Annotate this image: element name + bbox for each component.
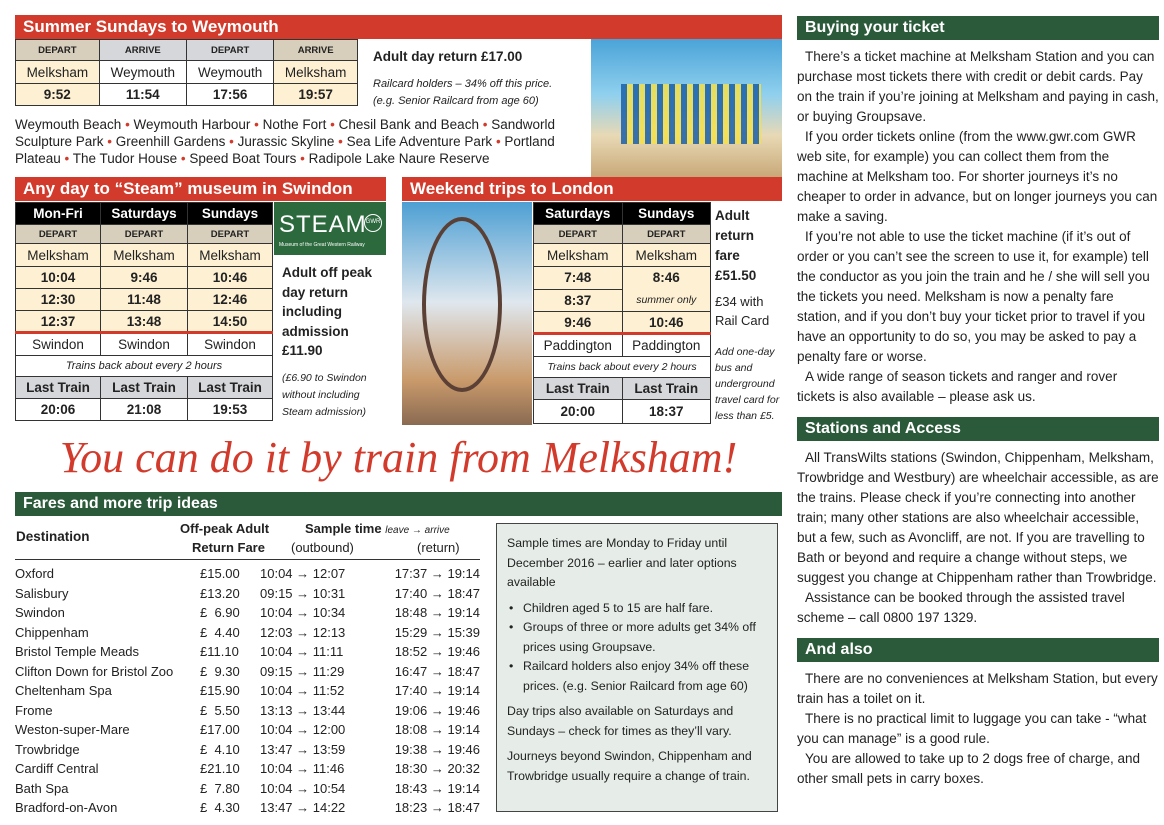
- bullet: • Groups of three or more adults get 34% off prices using Groupsave.: [507, 618, 767, 657]
- steam-logo: [274, 202, 386, 255]
- depart-label: DEPART: [534, 225, 623, 244]
- return-time: 19:38 → 19:46: [394, 741, 480, 757]
- time: 13:48: [101, 311, 188, 333]
- bullet-separator: •: [103, 134, 116, 149]
- depart-label: DEPART: [16, 225, 101, 244]
- time: 12:46: [187, 289, 272, 311]
- return-time: 15:29 → 15:39: [394, 624, 480, 640]
- time: 10:46: [187, 267, 272, 289]
- day-header: Sundays: [187, 203, 272, 225]
- last-train-label: Last Train: [16, 377, 101, 399]
- fares-header: Destination Off-peak Adult Return Fare Sample time leave → arrive (outbound) (return): [15, 518, 480, 560]
- buying-text: There’s a ticket machine at Melksham Station and you can purchase most tickets there with credit or debit cards. Pay on the train if you’re joining at Melksham and paying in cash, or buying Groupsave. If you order tickets online (from the www.gwr.com GWR web site, for example) you can collect them from the machine at Melksham too. For shorter journeys it’s no cheaper to order in advance, but on longer journeys you can make a saving. If you’re not able to use the ticket machine (if it’s out of order or you can’t see the screen to use it, for example) tell the conductor as you join the train and he / she will sell you the tickets you need. Melksham is now a penalty fare station, and if you don’t buy your ticket prior to travel if you have an opportunity to do so, you may be asked to pay a penalty fare or worse. A wide range of season tickets and ranger and rover tickets is also available – please ask us.: [797, 49, 1159, 404]
- col-header: ARRIVE: [274, 40, 358, 61]
- time: 8:37: [534, 289, 623, 312]
- last-train-time: 21:08: [101, 399, 188, 421]
- outbound-time: 09:15 → 11:29: [260, 663, 345, 679]
- outbound-time: 10:04 → 11:11: [260, 644, 344, 660]
- attraction: Jurassic Skyline: [237, 134, 335, 149]
- destination: Cardiff Central: [15, 761, 99, 777]
- time: 14:50: [187, 311, 272, 333]
- attraction: Portland Plateau: [15, 134, 555, 166]
- destination: Salisbury: [15, 585, 69, 601]
- gwr-badge: GWR: [364, 214, 382, 232]
- fare-row: [15, 759, 480, 779]
- fare: £13.20: [200, 585, 240, 601]
- attraction: The Tudor House: [72, 151, 178, 166]
- destination: Swindon: [16, 333, 101, 356]
- fare-row: [15, 642, 480, 662]
- fare-row: [15, 603, 480, 623]
- time: 11:48: [101, 289, 188, 311]
- outbound-time: 12:03 → 12:13: [260, 624, 346, 640]
- destination: Cheltenham Spa: [15, 683, 112, 699]
- fare: £17.00: [200, 722, 240, 738]
- last-train-time: 19:53: [187, 399, 272, 421]
- weymouth-railcard: [373, 76, 552, 110]
- bullet-separator: •: [326, 117, 339, 132]
- destination: Swindon: [187, 333, 272, 356]
- station: Melksham: [16, 61, 100, 84]
- destination: Swindon: [101, 333, 188, 356]
- outbound-time: 10:04 → 10:34: [260, 605, 346, 621]
- time: 19:57: [274, 84, 358, 106]
- outbound-time: 13:47 → 13:59: [260, 741, 346, 757]
- return-note: Trains back about every 2 hours: [534, 357, 711, 378]
- london-heading: Weekend trips to London: [402, 177, 782, 201]
- attraction: Sea Life Adventure Park: [346, 134, 493, 149]
- steam-heading: Any day to “Steam” museum in Swindon: [15, 177, 386, 201]
- london-railcard-fare: £34 with Rail Card: [715, 294, 770, 328]
- return-time: 19:06 → 19:46: [394, 702, 480, 718]
- destination: Clifton Down for Bristol Zoo: [15, 663, 174, 679]
- fare: £15.90: [200, 683, 240, 699]
- weymouth-heading: Summer Sundays to Weymouth: [15, 15, 782, 39]
- day-header: Mon-Fri: [16, 203, 101, 225]
- attraction: Weymouth Harbour: [133, 117, 251, 132]
- attraction: Speed Boat Tours: [189, 151, 297, 166]
- weymouth-timetable: [15, 39, 358, 106]
- bullet-separator: •: [177, 151, 190, 166]
- steam-note: (£6.90 to Swindon without including Steam admission): [282, 372, 367, 418]
- bullet: • Children aged 5 to 15 are half fare.: [507, 599, 767, 619]
- also-text: There are no conveniences at Melksham Station, but every train has a toilet on it. There is no practical limit to luggage you can take - “what you can manage” is a good rule. You are allowed to take up to 2 dogs free of charge, and other small pets in carry boxes.: [797, 671, 1158, 786]
- return-time: 18:08 → 19:14: [394, 722, 480, 738]
- buying-heading: Buying your ticket: [797, 16, 1159, 40]
- station: Melksham: [187, 244, 272, 267]
- col-header: DEPART: [186, 40, 273, 61]
- london-fare: Adult return fare £51.50: [715, 208, 757, 283]
- last-train-time: 20:00: [534, 400, 623, 424]
- steam-logo-subtitle: Museum of the Great Western Railway: [279, 242, 365, 248]
- deckchairs-photo: [591, 39, 782, 177]
- return-time: 17:40 → 19:14: [394, 683, 480, 699]
- bullet-separator: •: [121, 117, 134, 132]
- time: 9:46: [101, 267, 188, 289]
- steam-logo-text: STEAM: [279, 211, 367, 238]
- day-header: Saturdays: [101, 203, 188, 225]
- last-train-label: Last Train: [187, 377, 272, 399]
- day-header: Sundays: [622, 203, 711, 225]
- outbound-time: 10:04 → 11:46: [260, 761, 345, 777]
- outbound-time: 10:04 → 11:52: [260, 683, 345, 699]
- fares-table: [15, 564, 480, 818]
- stations-text: All TransWilts stations (Swindon, Chippenham, Melksham, Trowbridge and Westbury) are wheelchair accessible, as are the trains. Please check if you’re connecting into another train; many other stations are also wheelchair accessible, but a few, such as Avoncliff, are not. If you are travelling to Bath or beyond and require a change without steps, we suggest you change at Chippenham rather than Trowbridge. Assistance can be booked through the assisted travel scheme – call 0800 197 1329.: [797, 450, 1159, 625]
- outbound-time: 10:04 → 12:00: [260, 722, 346, 738]
- return-time: 17:37 → 19:14: [394, 566, 480, 582]
- return-time: 17:40 → 18:47: [394, 585, 480, 601]
- right-column: [797, 16, 1159, 799]
- destination: Weston-super-Mare: [15, 722, 130, 738]
- fare-row: [15, 740, 480, 760]
- london-note: Add one-day bus and underground travel card for less than £5.: [715, 346, 780, 422]
- return-note: Trains back about every 2 hours: [16, 356, 273, 377]
- station: Melksham: [534, 244, 623, 267]
- bullet-separator: •: [334, 134, 347, 149]
- fare-row: [15, 564, 480, 584]
- station: Melksham: [274, 61, 358, 84]
- fare: £21.10: [200, 761, 240, 777]
- col-header: DEPART: [16, 40, 100, 61]
- destination: Paddington: [534, 334, 623, 357]
- also-heading: And also: [797, 638, 1159, 662]
- destination: Bristol Temple Meads: [15, 644, 140, 660]
- time: 12:30: [16, 289, 101, 311]
- bullet: • Railcard holders also enjoy 34% off these prices. (e.g. Senior Railcard from age 60): [507, 657, 767, 696]
- railcard-text: Railcard holders – 34% off this price.: [373, 78, 553, 90]
- last-train-time: 20:06: [16, 399, 101, 421]
- fare-row: [15, 623, 480, 643]
- steam-fare: Adult off peak day return including admission £11.90: [282, 265, 372, 358]
- box-text: Day trips also available on Saturdays and Sundays – check for times as they’ll vary.: [507, 704, 734, 738]
- fare-row: [15, 798, 480, 818]
- station: Weymouth: [186, 61, 273, 84]
- time: 7:48: [534, 267, 623, 290]
- time: 10:04: [16, 267, 101, 289]
- fares-heading: Fares and more trip ideas: [15, 492, 782, 516]
- fare: £11.10: [200, 644, 239, 660]
- time: 11:54: [99, 84, 186, 106]
- bullet-separator: •: [296, 151, 309, 166]
- last-train-time: 18:37: [622, 400, 711, 424]
- outbound-time: 10:04 → 10:54: [260, 780, 346, 796]
- time: 9:52: [16, 84, 100, 106]
- fare-row: [15, 584, 480, 604]
- day-header: Saturdays: [534, 203, 623, 225]
- destination: Bath Spa: [15, 780, 69, 796]
- fare: £ 5.50: [200, 702, 240, 718]
- outbound-time: 10:04 → 12:07: [260, 566, 346, 582]
- attraction: Weymouth Beach: [15, 117, 122, 132]
- box-text: Journeys beyond Swindon, Chippenham and Trowbridge usually require a change of train.: [507, 749, 752, 783]
- attraction: Nothe Fort: [262, 117, 327, 132]
- box-intro: Sample times are Monday to Friday until December 2016 – earlier and later options available: [507, 536, 737, 589]
- fare: £ 4.10: [200, 741, 240, 757]
- fares-notes-box: [496, 523, 778, 812]
- destination: Swindon: [15, 605, 65, 621]
- outbound-time: 13:47 → 14:22: [260, 800, 346, 816]
- bullet-separator: •: [478, 117, 492, 132]
- outbound-time: 13:13 → 13:44: [260, 702, 346, 718]
- destination: Oxford: [15, 566, 55, 582]
- slogan: You can do it by train from Melksham!: [59, 433, 738, 482]
- destination: Trowbridge: [15, 741, 80, 757]
- attraction: Greenhill Gardens: [115, 134, 226, 149]
- return-time: 18:43 → 19:14: [394, 780, 480, 796]
- bullet-separator: •: [225, 134, 238, 149]
- depart-label: DEPART: [101, 225, 188, 244]
- return-time: 18:30 → 20:32: [394, 761, 480, 777]
- time: 9:46: [534, 312, 623, 334]
- fare-row: [15, 720, 480, 740]
- time: 12:37: [16, 311, 101, 333]
- fare-row: [15, 681, 480, 701]
- destination: Chippenham: [15, 624, 89, 640]
- last-train-label: Last Train: [534, 378, 623, 400]
- time: 17:56: [186, 84, 273, 106]
- return-time: 16:47 → 18:47: [394, 663, 480, 679]
- station: Weymouth: [99, 61, 186, 84]
- return-time: 18:52 → 19:46: [394, 644, 480, 660]
- attraction: Sandworld Sculpture Park: [15, 117, 555, 149]
- station: Melksham: [622, 244, 711, 267]
- destination: Bradford-on-Avon: [15, 800, 118, 816]
- col-header: ARRIVE: [99, 40, 186, 61]
- return-time: 18:48 → 19:14: [394, 605, 480, 621]
- summer-only-note: summer only: [636, 294, 697, 306]
- steam-timetable: [15, 202, 273, 421]
- fare: £ 9.30: [200, 663, 240, 679]
- railcard-text: (e.g. Senior Railcard from age 60): [373, 95, 539, 107]
- depart-label: DEPART: [187, 225, 272, 244]
- london-eye-photo: [402, 202, 532, 425]
- attraction: Radipole Lake Naure Reserve: [308, 151, 490, 166]
- fare-row: [15, 779, 480, 799]
- weymouth-attractions: [15, 116, 585, 167]
- fare: £15.00: [200, 566, 240, 582]
- station: Melksham: [16, 244, 101, 267]
- fare-row: [15, 662, 480, 682]
- fare: £ 4.30: [200, 800, 240, 816]
- fare: £ 7.80: [200, 780, 240, 796]
- fare-row: [15, 701, 480, 721]
- time: 8:46: [652, 270, 680, 285]
- depart-label: DEPART: [622, 225, 711, 244]
- destination: Paddington: [622, 334, 711, 357]
- weymouth-fare: Adult day return £17.00: [373, 49, 523, 64]
- stations-heading: Stations and Access: [797, 417, 1159, 441]
- destination: Frome: [15, 702, 53, 718]
- london-timetable: [533, 202, 711, 424]
- outbound-time: 09:15 → 10:31: [260, 585, 346, 601]
- fare: £ 4.40: [200, 624, 240, 640]
- station: Melksham: [101, 244, 188, 267]
- bullet-separator: •: [60, 151, 73, 166]
- fare: £ 6.90: [200, 605, 240, 621]
- attraction: Chesil Bank and Beach: [338, 117, 479, 132]
- last-train-label: Last Train: [101, 377, 188, 399]
- bullet-separator: •: [492, 134, 505, 149]
- time: 10:46: [622, 312, 711, 334]
- last-train-label: Last Train: [622, 378, 711, 400]
- bullet-separator: •: [250, 117, 263, 132]
- return-time: 18:23 → 18:47: [394, 800, 480, 816]
